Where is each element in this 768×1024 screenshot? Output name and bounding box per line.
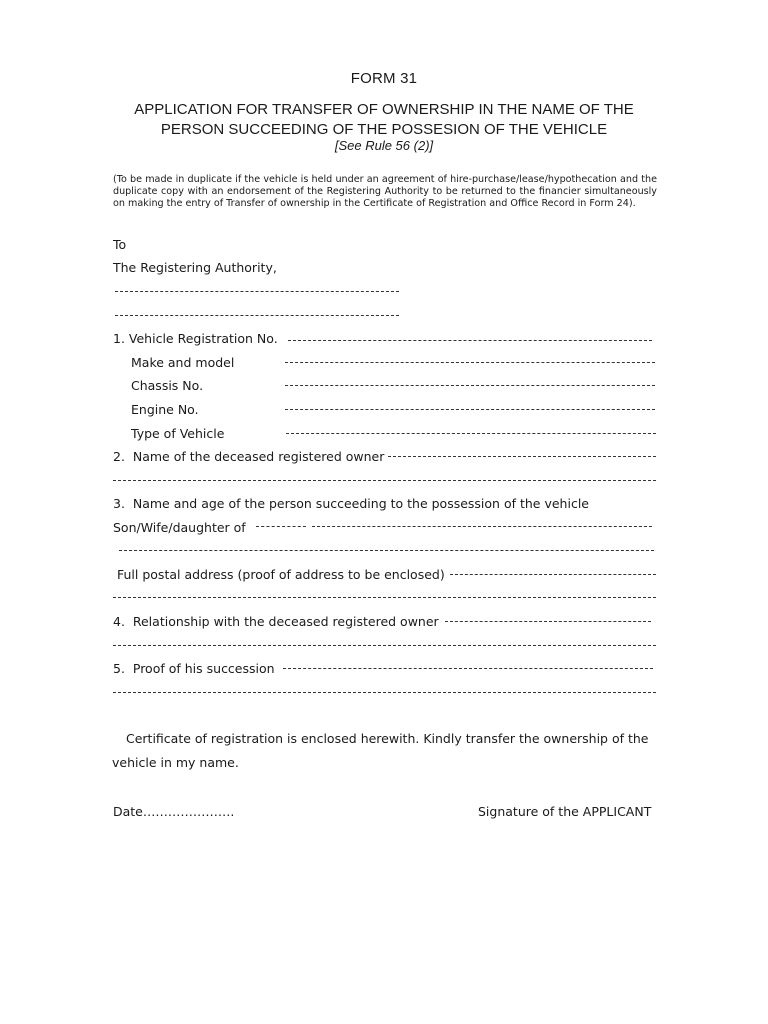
proof-label: 5. Proof of his succession [113,661,275,676]
proof-line-2 [113,692,656,693]
closing-statement: Certificate of registration is enclosed herewith. Kindly transfer the ownership of the vehicle in my name. [112,731,649,770]
successor-label: 3. Name and age of the person succeeding to the possession of the vehicle [113,496,589,511]
son-of-label: Son/Wife/daughter of [113,520,246,535]
rule-reference: [See Rule 56 (2)] [334,138,434,153]
deceased-owner-line-2 [113,480,656,481]
duplicate-note: (To be made in duplicate if the vehicle is held under an agreement of hire-purchase/lease/hypothecation and the duplicate copy with an endorsement of the Registering Authority to be returned to the financier simultaneously on making the entry of Transfer of ownership in the Certificate of Registration and Office Record in Form 24). [113,174,657,209]
to-label: To [113,237,127,252]
chassis-label: Chassis No. [131,378,204,393]
make-model-label: Make and model [131,355,235,370]
son-of-line-short [256,526,306,527]
relationship-label: 4. Relationship with the deceased registered owner [113,614,439,629]
deceased-owner-line [388,456,656,457]
form-title-line1: APPLICATION FOR TRANSFER OF OWNERSHIP IN THE NAME OF THE [134,101,634,118]
deceased-owner-label: 2. Name of the deceased registered owner [113,449,385,464]
vehicle-reg-line [288,340,652,341]
postal-address-line-2 [113,597,656,598]
address-line-2 [115,315,399,316]
vehicle-reg-label: 1. Vehicle Registration No. [113,331,278,346]
vehicle-type-line [286,433,656,434]
postal-address-line [450,574,656,575]
make-model-line [285,362,655,363]
relationship-line-2 [113,645,656,646]
form-number: FORM 31 [350,70,418,87]
successor-line-2 [119,550,654,551]
signature-label: Signature of the APPLICANT [478,804,652,819]
form-title-line2: PERSON SUCCEEDING OF THE POSSESION OF THE VEHICLE [160,121,608,138]
engine-label: Engine No. [131,402,199,417]
son-of-line [312,526,652,527]
vehicle-type-label: Type of Vehicle [131,426,225,441]
authority-label: The Registering Authority, [113,260,277,275]
proof-line [283,668,653,669]
date-label: Date…………………. [113,804,235,819]
address-line-1 [115,291,399,292]
engine-line [285,409,655,410]
relationship-line [445,621,651,622]
postal-address-label: Full postal address (proof of address to be enclosed) [117,567,445,582]
chassis-line [285,385,655,386]
